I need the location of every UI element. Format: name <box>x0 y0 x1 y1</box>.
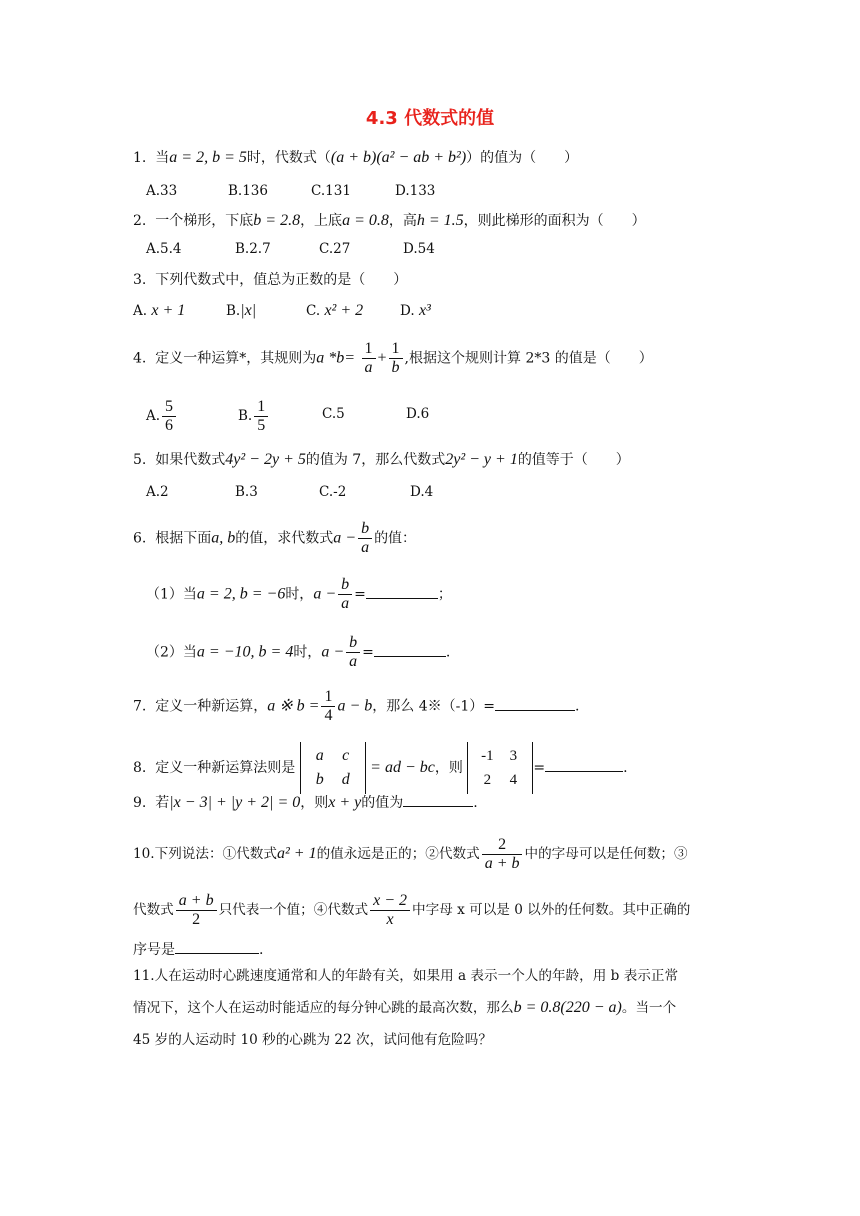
question-1: 1. 当a = 2, b = 5时，代数式（(a + b)(a² − ab + b²)）的值为（ ） <box>133 149 579 166</box>
fraction: $\frac{1}{a}$ <box>362 340 376 377</box>
q4-option-c[interactable]: C.5 <box>322 406 345 422</box>
question-6-part-2: （2）当a = −10, b = 4时，a − $\frac{b}{a}$ = . <box>146 634 451 670</box>
answer-blank[interactable] <box>366 584 438 599</box>
question-5: 5. 如果代数式4y² − 2y + 5的值为 7，那么代数式2y² − y + 1的值等于（ ） <box>133 451 630 468</box>
question-8: 8. 定义一种新运算法则是 a c b d = ad − bc，则 -1 3 2 4 = . <box>133 742 628 794</box>
answer-blank[interactable] <box>374 642 446 657</box>
q4-option-d[interactable]: D.6 <box>406 406 430 422</box>
determinant-definition: a c b d <box>300 742 366 794</box>
q4-option-a[interactable]: A. $\frac{5}{6}$ <box>146 398 178 435</box>
question-11-line-3: 45 岁的人运动时 10 秒的心跳为 22 次，试问他有危险吗？ <box>133 1032 492 1048</box>
q1-option-d[interactable]: D.133 <box>395 183 436 199</box>
q1-option-a[interactable]: A.33 <box>146 183 178 199</box>
question-10-line-1: 10.下列说法：①代数式a² + 1的值永远是正的；②代数式 $\frac{2}{a + b}$ 中的字母可以是任何数；③ <box>133 836 688 872</box>
question-3: 3. 下列代数式中，值总为正数的是（ ） <box>133 272 408 288</box>
fraction: $\frac{1}{b}$ <box>389 340 403 377</box>
question-11-line-1: 11.人在运动时心跳速度通常和人的年龄有关，如果用 a 表示一个人的年龄，用 b 表示正常 <box>133 968 679 984</box>
question-10-line-2: 代数式 $\frac{a + b}{2}$ 只代表一个值；④代数式 $\frac{x - 2}{x}$ 中字母 x 可以是 0 以外的任何数。其中正确的 <box>133 892 691 928</box>
q4-option-b[interactable]: B. $\frac{1}{5}$ <box>238 398 270 435</box>
question-9: 9. 若|x − 3| + |y + 2| = 0，则x + y的值为 . <box>133 794 478 811</box>
question-7: 7. 定义一种新运算，a ※ b = $\frac{1}{4}$ a − b，那么 4※（-1）= . <box>133 688 580 724</box>
q1-option-b[interactable]: B.136 <box>228 183 268 199</box>
question-6-part-1: （1）当a = 2, b = −6时，a − $\frac{b}{a}$ = ； <box>146 576 452 612</box>
q2-option-b[interactable]: B.2.7 <box>235 241 271 257</box>
answer-blank[interactable] <box>545 757 623 772</box>
q5-option-a[interactable]: A.2 <box>146 484 169 500</box>
question-11-line-2: 情况下，这个人在运动时能适应的每分钟心跳的最高次数，那么b = 0.8(220 − a)。当一个 <box>133 999 677 1016</box>
q3-option-d[interactable]: D. x³ <box>400 302 431 319</box>
q2-option-c[interactable]: C.27 <box>319 241 351 257</box>
q3-option-b[interactable]: B.|x| <box>226 302 257 319</box>
q2-option-a[interactable]: A.5.4 <box>146 241 182 257</box>
answer-blank[interactable] <box>175 939 259 954</box>
q2-option-d[interactable]: D.54 <box>403 241 435 257</box>
question-6: 6. 根据下面a, b的值，求代数式a − $\frac{b}{a}$ 的值： <box>133 520 417 556</box>
q3-option-c[interactable]: C. x² + 2 <box>306 302 364 319</box>
page-title: 4.3 代数式的值 <box>365 108 495 129</box>
answer-blank[interactable] <box>403 792 473 807</box>
q3-option-a[interactable]: A. x + 1 <box>133 302 186 319</box>
q5-option-d[interactable]: D.4 <box>410 484 434 500</box>
answer-blank[interactable] <box>495 696 575 711</box>
q5-option-c[interactable]: C.-2 <box>319 484 347 500</box>
q1-option-c[interactable]: C.131 <box>311 183 351 199</box>
question-4: 4. 定义一种运算*，其规则为a *b= $\frac{1}{a}$ + $\frac{1}{b}$ ,根据这个规则计算 2*3 的值是（ ） <box>133 340 653 376</box>
determinant-problem: -1 3 2 4 <box>467 742 533 794</box>
question-10-line-3: 序号是 . <box>133 939 263 960</box>
question-2: 2. 一个梯形，下底b = 2.8，上底a = 0.8，高h = 1.5，则此梯形的面积为（ ） <box>133 212 646 229</box>
q5-option-b[interactable]: B.3 <box>235 484 258 500</box>
